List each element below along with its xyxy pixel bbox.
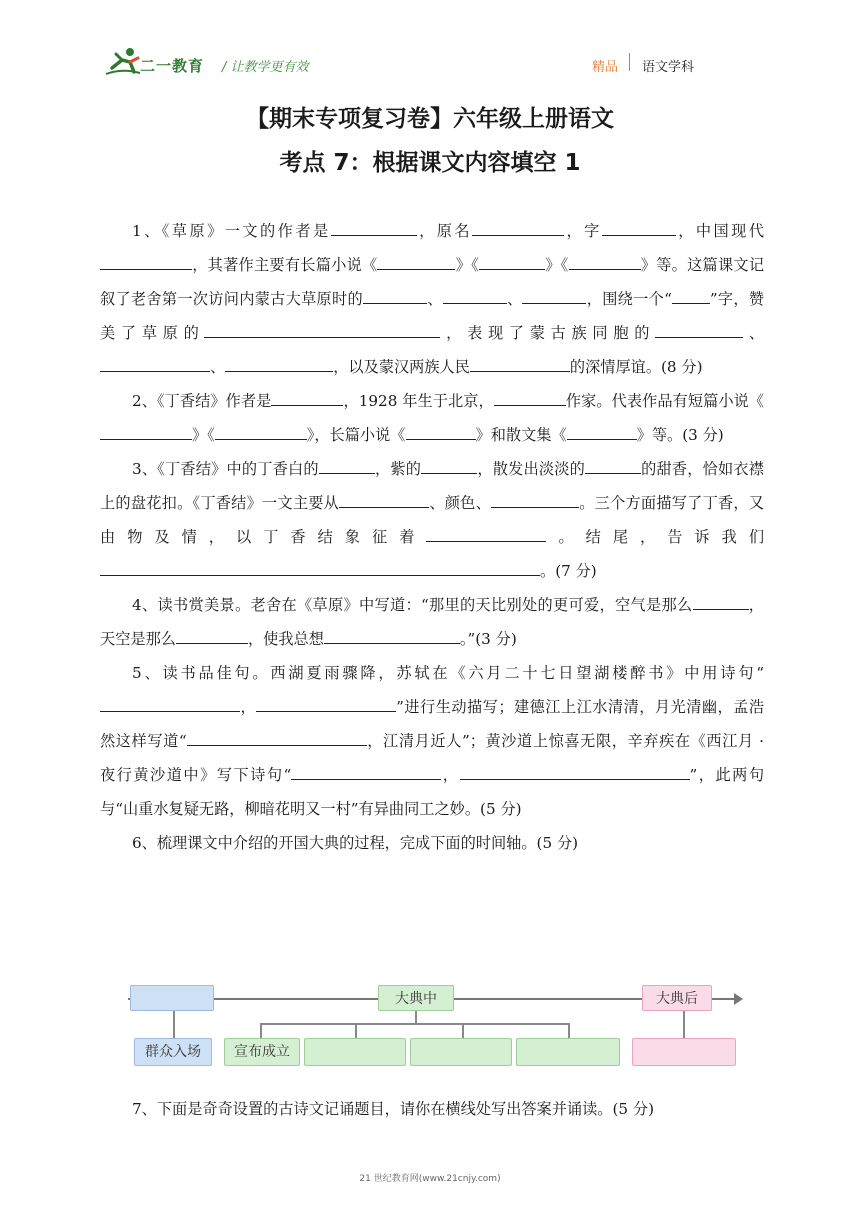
answer-blank[interactable] [693,595,749,610]
connector-line [355,1023,357,1039]
page-footer: 21 世纪教育网(www.21cnjy.com) [359,1174,501,1184]
connector-line [260,1023,568,1025]
answer-blank[interactable] [271,391,343,406]
answer-blank[interactable] [472,221,564,236]
timeline-blank-2[interactable] [410,1038,512,1066]
answer-blank[interactable] [291,765,441,780]
answer-blank[interactable] [421,459,477,474]
timeline-item-declare: 宣布成立 [224,1038,300,1066]
answer-blank[interactable] [479,255,545,270]
question-5: 5、读书品佳句。西湖夏雨骤降，苏轼在《六月二十七日望湖楼醉书》中用诗句“， ”进行生动描写；建德江上江水清清，月光清幽，孟浩然这样写道“ ，江清月近人”；黄沙道上惊喜无限，辛弃疾在《西江月 · 夜行黄沙道中》写下诗句“ ， ”，此两句与“山重水复疑无路，柳暗花明又一村”有异曲同工之妙。(5 分) [100,664,765,818]
connector-line [415,1011,417,1023]
answer-blank[interactable] [426,527,546,542]
answer-blank[interactable] [569,255,641,270]
answer-blank[interactable] [585,459,641,474]
answer-blank[interactable] [204,323,440,338]
answer-blank[interactable] [100,697,240,712]
answer-blank[interactable] [470,357,570,372]
answer-blank[interactable] [215,425,307,440]
connector-line [173,1011,175,1039]
answer-blank[interactable] [225,357,333,372]
answer-blank[interactable] [319,459,375,474]
page-header [0,0,860,90]
timeline-blank-1[interactable] [304,1038,406,1066]
answer-blank[interactable] [406,425,476,440]
answer-blank[interactable] [672,289,710,304]
answer-blank[interactable] [331,221,417,236]
timeline-diagram [110,978,750,1070]
answer-blank[interactable] [256,697,396,712]
stage-after-box: 大典后 [642,985,712,1011]
answer-blank[interactable] [339,493,429,508]
question-2: 2、《丁香结》作者是 ，1928 年生于北京， 作家。代表作品有短篇小说《》《 》，长篇小说《 》和散文集《 》等。(3 分) [100,384,764,452]
stage-before-box[interactable] [130,985,214,1011]
answer-blank[interactable] [100,425,192,440]
connector-line [462,1023,464,1039]
answer-blank[interactable] [602,221,676,236]
page-subtitle: 考点 7：根据课文内容填空 1 [279,150,581,176]
question-6: 6、梳理课文中介绍的开国大典的过程，完成下面的时间轴。(5 分) [132,834,579,852]
answer-blank[interactable] [100,255,192,270]
answer-blank[interactable] [363,289,427,304]
quality-badge: 精品 [592,60,619,75]
answer-blank[interactable] [324,629,460,644]
answer-blank[interactable] [100,357,210,372]
slogan: / 让教学更有效 [222,60,309,75]
question-4: 4、读书赏美景。老舍在《草原》中写道：“那里的天比别处的更可爱，空气是那么 ，天空是那么 ，使我总想 。”(3 分) [100,596,764,648]
question-3: 3、《丁香结》中的丁香白的 ，紫的 ，散发出淡淡的 的甜香，恰如衣襟上的盘花扣。《丁香结》一文主要从 、颜色、 。三个方面描写了丁香，又由物及情，以丁香结象征着 。结尾，告诉我们。(7 分) [100,460,765,580]
question-body [100,214,764,860]
answer-blank[interactable] [443,289,507,304]
badge-divider [629,53,630,71]
answer-blank[interactable] [100,561,540,576]
answer-blank[interactable] [494,391,566,406]
stage-middle-box: 大典中 [378,985,454,1011]
connector-line [260,1023,262,1039]
answer-blank[interactable] [187,731,367,746]
subject-label: 语文学科 [642,60,695,75]
question-7: 7、下面是奇奇设置的古诗文记诵题目，请你在横线处写出答案并诵读。(5 分) [132,1100,655,1118]
answer-blank[interactable] [460,765,690,780]
question-1: 1、《草原》一文的作者是 ，原名 ，字 ，中国现代，其著作主要有长篇小说《 》《 》《 》等。这篇课文记叙了老舍第一次访问内蒙古大草原时的 、 、 ，围绕一个“ ”字，赞美了草原的 ，表现了蒙古族同胞的 、、 ，以及蒙汉两族人民 的深情厚谊。(8 分) [100,222,765,376]
answer-blank[interactable] [522,289,586,304]
page-title: 【期末专项复习卷】六年级上册语文 [246,106,614,132]
arrow-right-icon [734,993,743,1005]
timeline-item-gather: 群众入场 [134,1038,212,1066]
connector-line [683,1011,685,1039]
logo-text: 二一教育 [140,57,205,75]
answer-blank[interactable] [655,323,743,338]
answer-blank[interactable] [491,493,579,508]
answer-blank[interactable] [377,255,455,270]
answer-blank[interactable] [176,629,248,644]
connector-line [568,1023,570,1039]
answer-blank[interactable] [567,425,637,440]
timeline-blank-after[interactable] [632,1038,736,1066]
timeline-blank-3[interactable] [516,1038,620,1066]
